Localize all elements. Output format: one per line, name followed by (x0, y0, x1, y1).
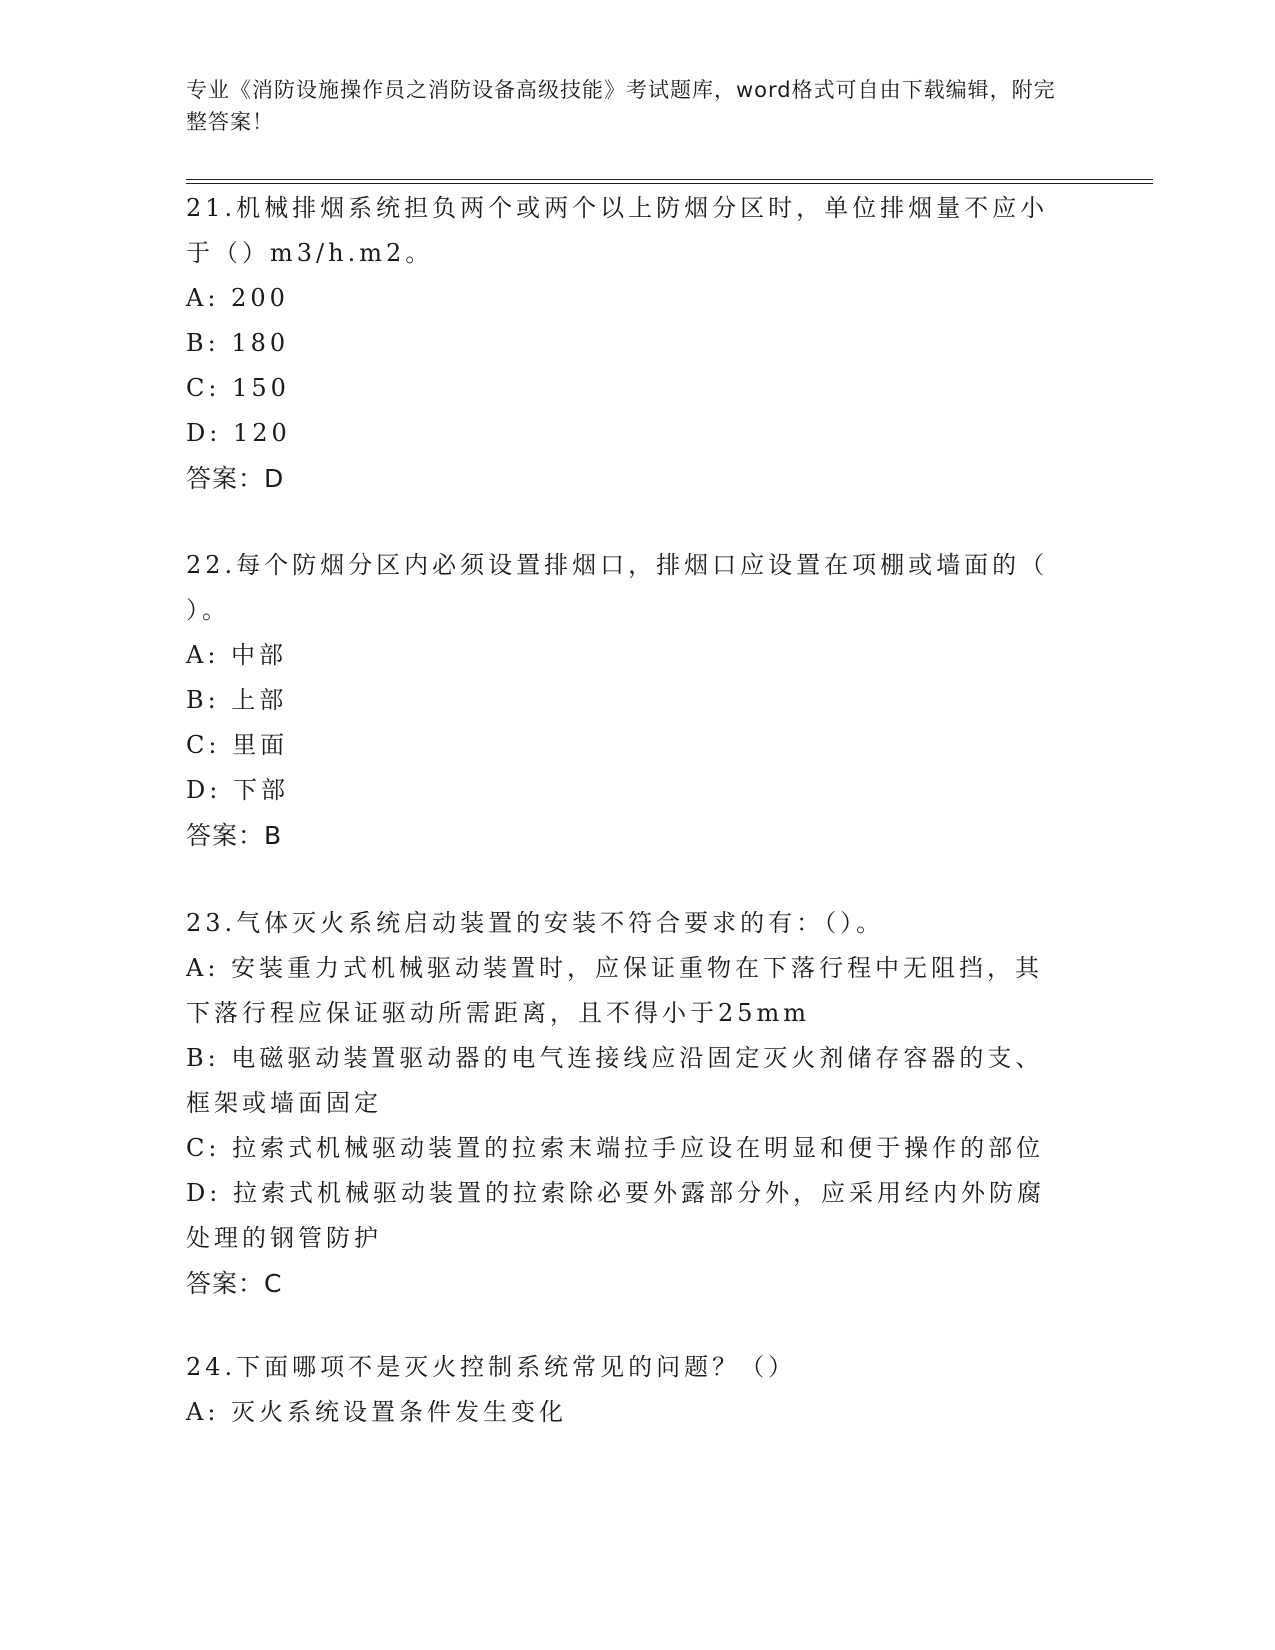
answer-value: B (264, 821, 283, 850)
header-divider-bottom (186, 183, 1153, 184)
question-22 (186, 543, 1076, 858)
option-c: C: 里面 (186, 731, 289, 759)
option-b: B: 180 (186, 329, 290, 357)
header-text: 专业《消防设施操作员之消防设备高级技能》考试题库，word格式可自由下载编辑，附完整答案！ (186, 78, 1056, 134)
option-d: D: 下部 (186, 776, 289, 804)
answer-label: 答案： (186, 464, 265, 493)
question-stem-line: 23.气体灭火系统启动装置的安装不符合要求的有：（）。 (186, 909, 885, 937)
answer (186, 1261, 1076, 1306)
option-a: A: 安装重力式机械驱动装置时，应保证重物在下落行程中无阻挡，其 下落行程应保证驱动所需距离，且不得小于25mm (186, 954, 1044, 1027)
answer-value: C (264, 1269, 283, 1298)
document-header (186, 74, 1076, 138)
answer-label: 答案： (186, 821, 265, 850)
option-a: A: 中部 (186, 641, 288, 669)
option-a: A: 200 (186, 284, 289, 312)
answer-value: D (264, 464, 285, 493)
question-stem-line: 24.下面哪项不是灭火控制系统常见的问题？（） (186, 1353, 797, 1381)
option-b: B: 上部 (186, 686, 288, 714)
option-c: C: 拉索式机械驱动装置的拉索末端拉手应设在明显和便于操作的部位 (186, 1134, 1045, 1162)
answer-label: 答案： (186, 1269, 265, 1298)
question-21 (186, 186, 1076, 501)
answer (186, 456, 1076, 501)
question-23 (186, 901, 1076, 1306)
header-divider-top (186, 179, 1153, 180)
option-b: B: 电磁驱动装置驱动器的电气连接线应沿固定灭火剂储存容器的支、 框架或墙面固定 (186, 1044, 1044, 1117)
option-c: C: 150 (186, 374, 290, 402)
question-stem-line: ）。 (186, 596, 230, 624)
answer (186, 813, 1076, 858)
question-stem-line: 22.每个防烟分区内必须设置排烟口，排烟口应设置在项棚或墙面的（ (186, 551, 1049, 579)
question-stem-line: 21.机械排烟系统担负两个或两个以上防烟分区时，单位排烟量不应小 (186, 194, 1049, 222)
option-d: D: 拉索式机械驱动装置的拉索除必要外露部分外，应采用经内外防腐 处理的钢管防护 (186, 1179, 1045, 1252)
option-d: D: 120 (186, 419, 291, 447)
option-a: A: 灭火系统设置条件发生变化 (186, 1398, 568, 1426)
question-24 (186, 1345, 1076, 1435)
question-stem-line: 于（）m3/h.m2。 (186, 239, 434, 267)
